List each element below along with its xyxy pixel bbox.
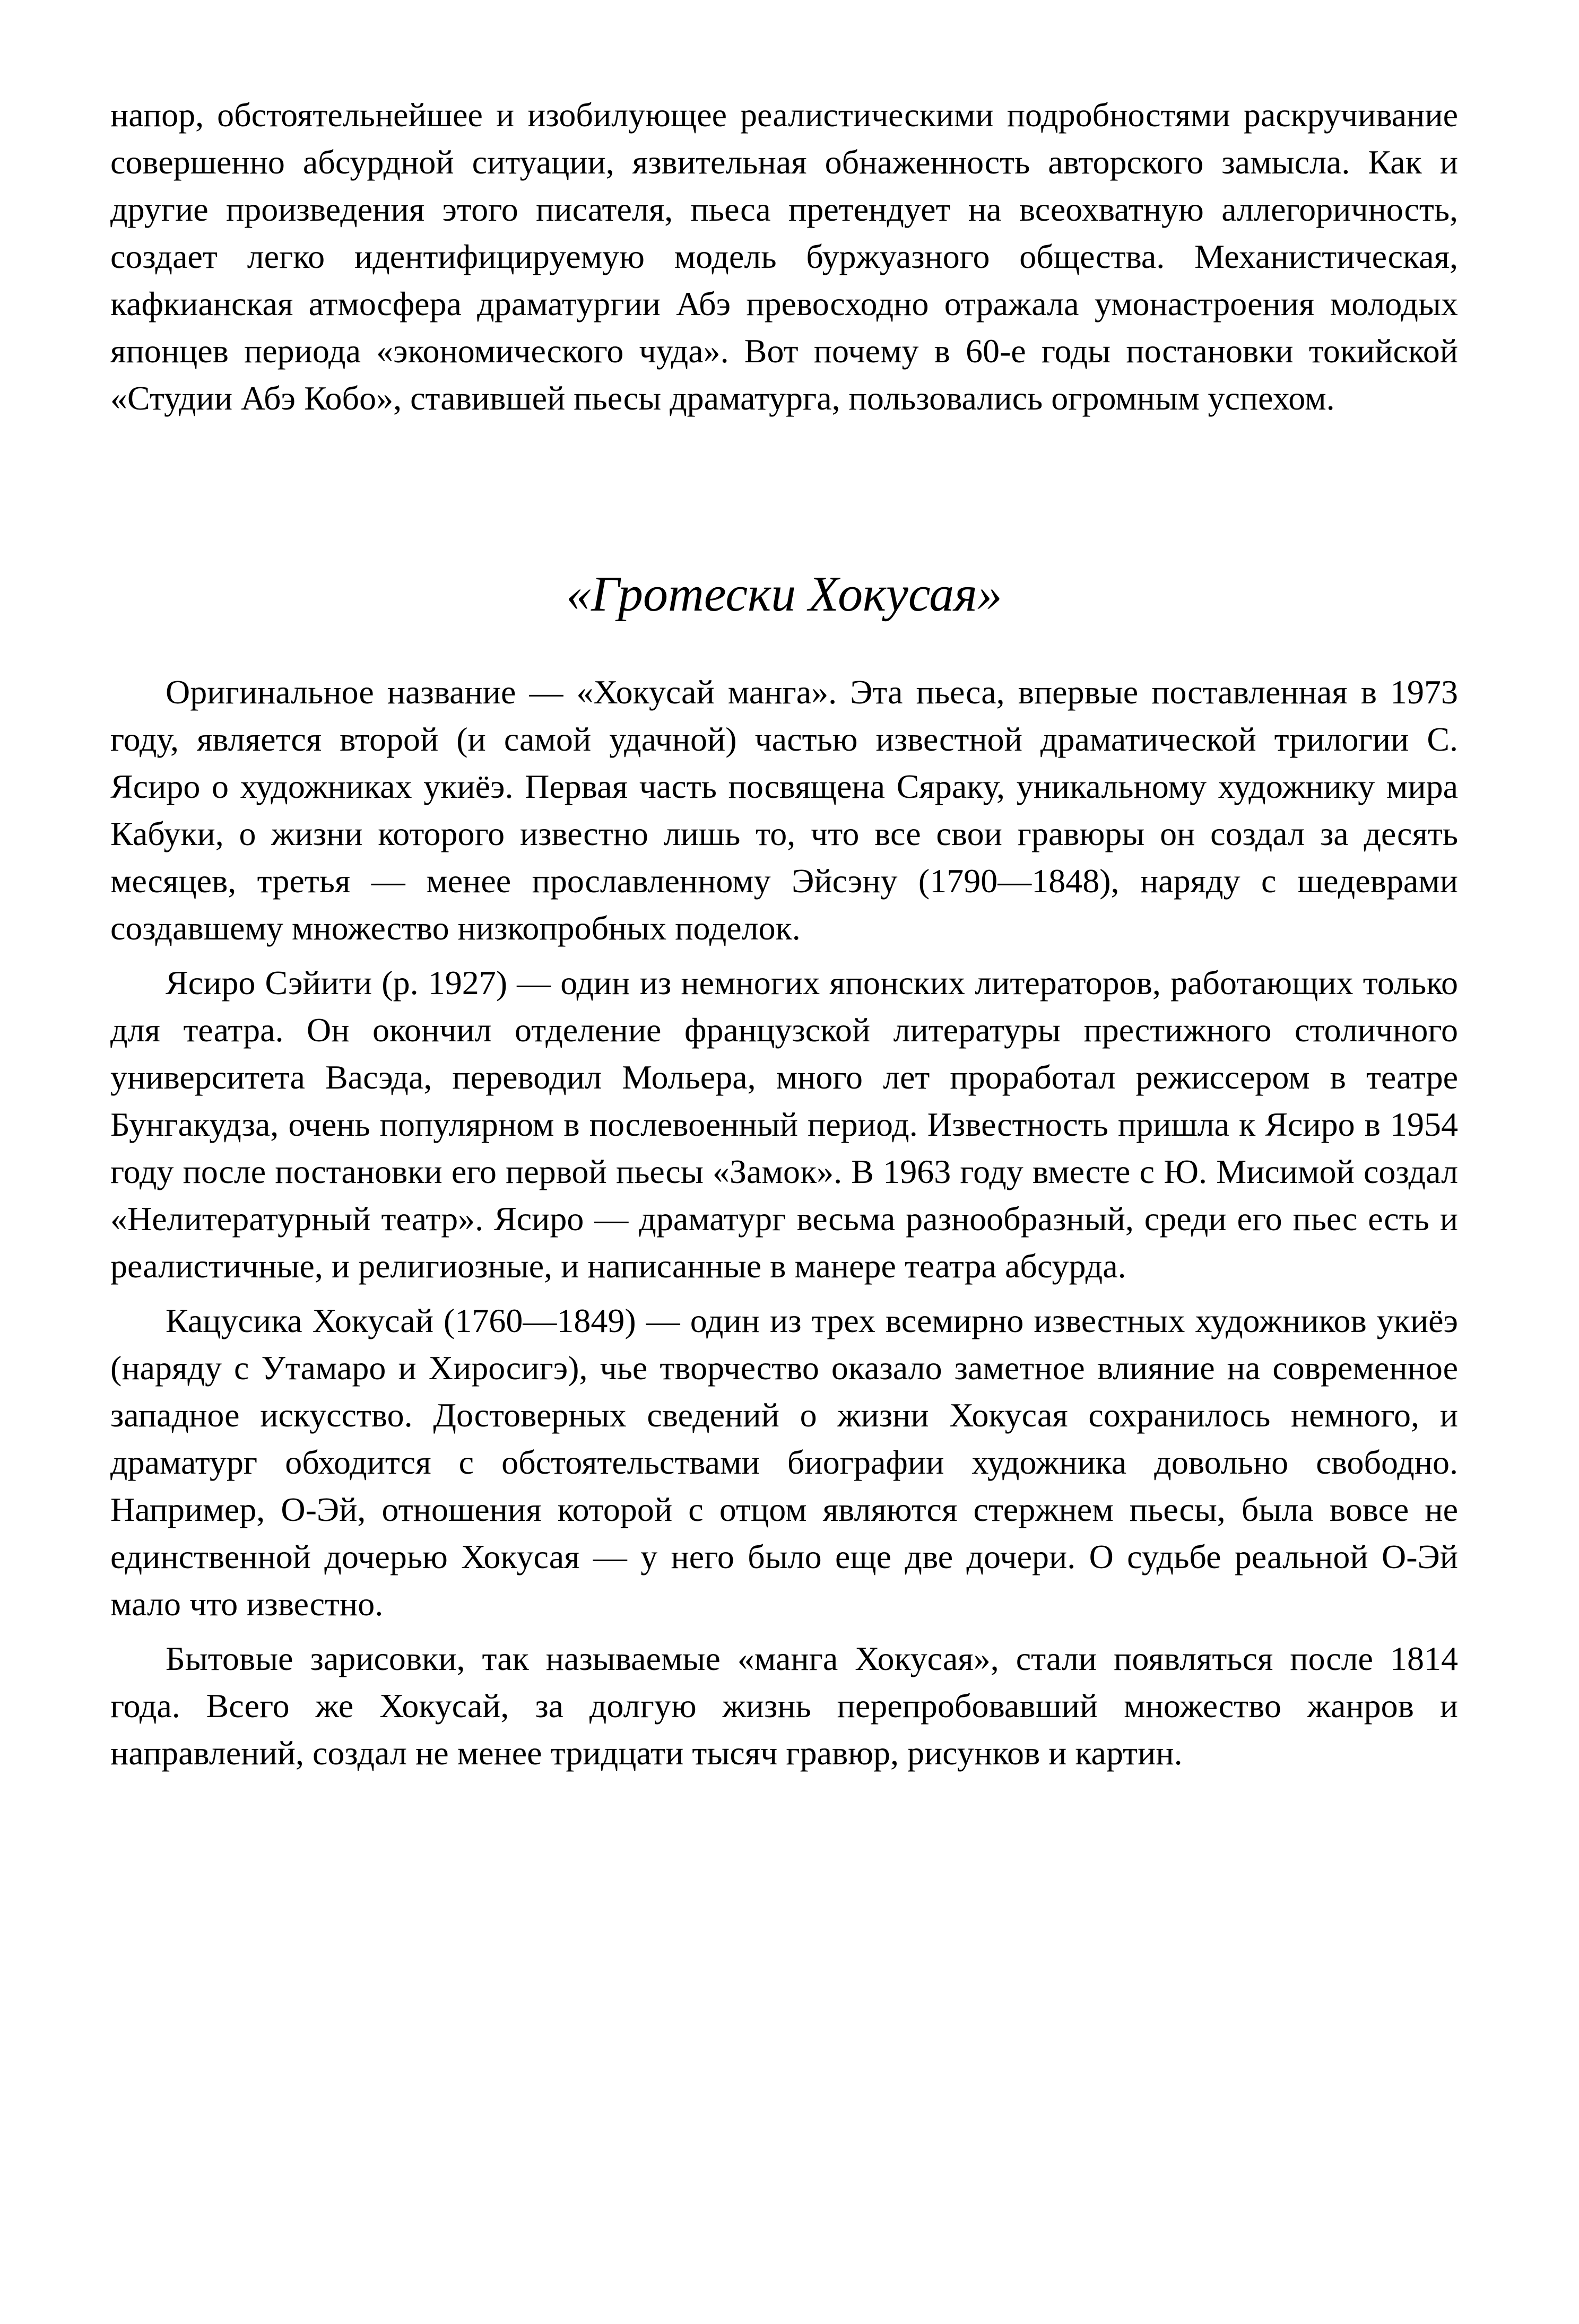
paragraph-original-title: Оригинальное название — «Хокусай манга». Эта пьеса, впервые поставленная в 1973 году, является второй (и самой удачной) частью известной драматической трилогии С. Ясиро о художниках укиёэ. Первая часть посвящена Сяраку, уникальному художнику мира Кабуки, о жизни которого известно лишь то, что все свои гравюры он создал за десять месяцев, третья — менее прославленному Эйсэну (1790—1848), наряду с шедеврами создавшему множество низкопробных поделок. [110, 673, 1458, 947]
paragraph-manga-sketches: Бытовые зарисовки, так называемые «манга Хокусая», стали появляться после 1814 года. Всего же Хокусай, за долгую жизнь перепробовавший множество жанров и направлений, создал не менее тридцати тысяч гравюр, рисунков и картин. [110, 1640, 1458, 1772]
intro-text-block [110, 91, 1458, 429]
body-text-block [110, 668, 1458, 1784]
paragraph-yashiro-bio: Ясиро Сэйити (р. 1927) — один из немногих японских литераторов, работающих только для театра. Он окончил отделение французской литературы престижного столичного университета Васэда, переводил Мольера, много лет проработал режиссером в театре Бунгакудза, очень популярном в послевоенный период. Известность пришла к Ясиро в 1954 году после постановки его первой пьесы «Замок». В 1963 году вместе с Ю. Мисимой создал «Нелитературный театр». Ясиро — драматург весьма разнообразный, среди его пьес есть и реалистичные, и религиозные, и написанные в манере театра абсурда. [110, 964, 1458, 1285]
intro-paragraph: напор, обстоятельнейшее и изобилующее реалистическими подробностями раскручивание совершенно абсурдной ситуации, язвительная обнаженность авторского замысла. Как и другие произведения этого писателя, пьеса претендует на всеохватную аллегоричность, создает легко идентифицируемую модель буржуазного общества. Механистическая, кафкианская атмосфера драматургии Абэ превосходно отражала умонастроения молодых японцев периода «экономического чуда». Вот почему в 60-е годы постановки токийской «Студии Абэ Кобо», ставившей пьесы драматурга, пользовались огромным успехом. [110, 96, 1458, 417]
section-heading: «Гротески Хокусая» [566, 567, 1002, 622]
paragraph-hokusai-bio: Кацусика Хокусай (1760—1849) — один из трех всемирно известных художников укиёэ (наряду с Утамаро и Хиросигэ), чье творчество оказало заметное влияние на современное западное искусство. Достоверных сведений о жизни Хокусая сохранилось немного, и драматург обходится с обстоятельствами биографии художника довольно свободно. Например, О-Эй, отношения которой с отцом являются стержнем пьесы, была вовсе не единственной дочерью Хокусая — у него было еще две дочери. О судьбе реальной О-Эй мало что известно. [110, 1302, 1458, 1623]
